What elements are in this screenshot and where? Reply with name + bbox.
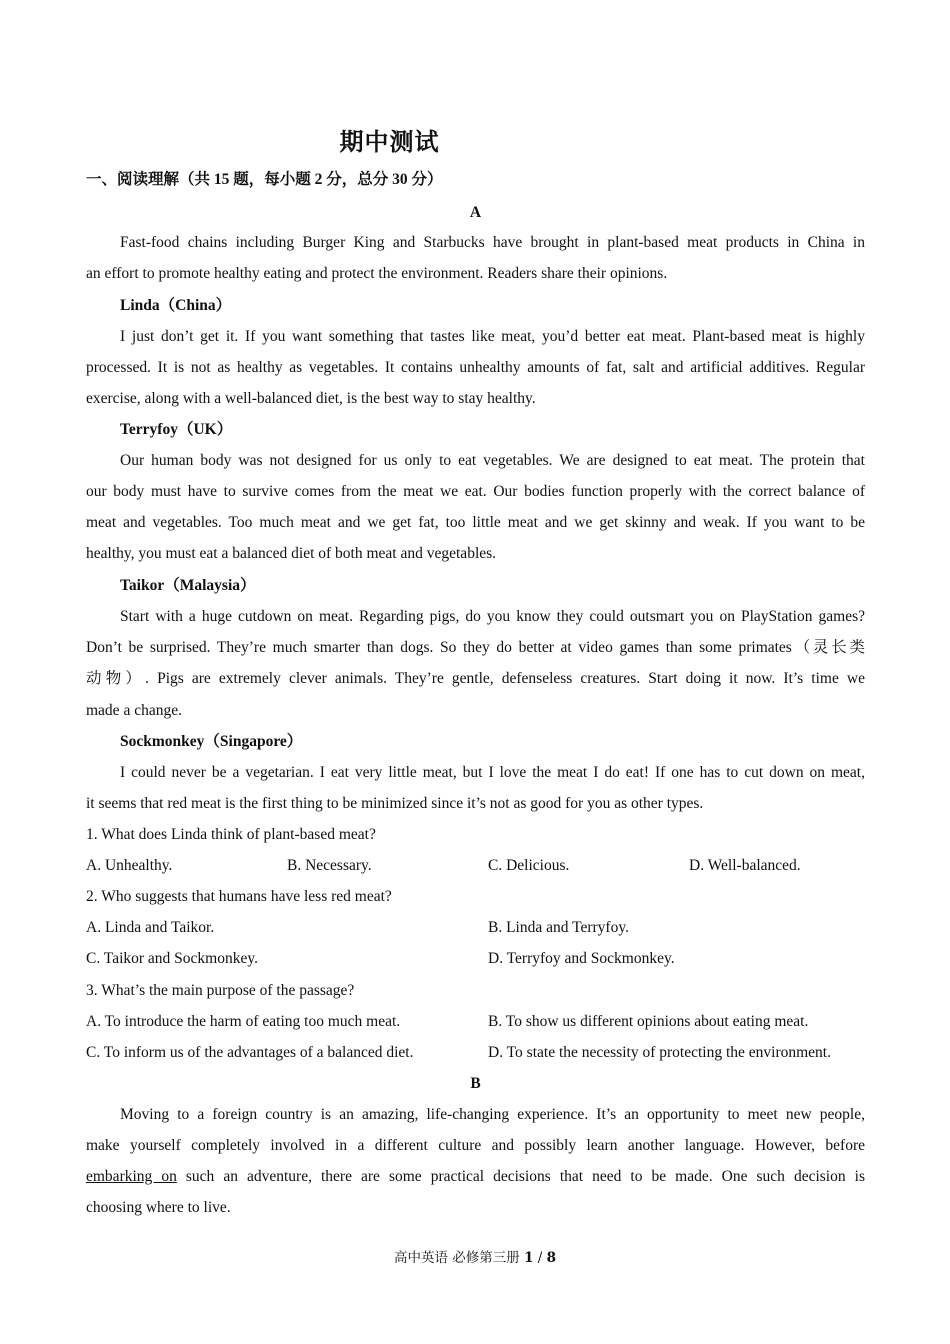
opinion-name: Sockmonkey（Singapore） — [120, 733, 303, 750]
answer-option: D. Well-balanced. — [689, 857, 801, 874]
answer-option: B. Linda and Terryfoy. — [488, 919, 629, 936]
opinion-line: meat and vegetables. Too much meat and we get fat, too little meat and we get skinny and weak. If you want to be — [86, 514, 865, 531]
answer-option: A. To introduce the harm of eating too much meat. — [86, 1013, 401, 1030]
opinion-name: Terryfoy（UK） — [120, 421, 233, 438]
answer-option: C. Delicious. — [488, 857, 570, 874]
opinion-line: exercise, along with a well-balanced diet, is the best way to stay healthy. — [86, 390, 536, 407]
passage-b-line: choosing where to live. — [86, 1199, 231, 1216]
footer-total-pages: 8 — [546, 1250, 557, 1266]
page-footer — [0, 1246, 950, 1266]
opinion-line: I could never be a vegetarian. I eat very little meat, but I love the meat I do eat! If one has to cut down on meat, — [120, 764, 865, 781]
passage-b-line-rest: such an adventure, there are some practical decisions that need to be made. One such decision is — [176, 1168, 865, 1185]
answer-option: A. Unhealthy. — [86, 857, 173, 874]
answer-option: C. Taikor and Sockmonkey. — [86, 950, 258, 967]
answer-option: D. To state the necessity of protecting the environment. — [488, 1044, 831, 1061]
passage-a-label: A — [469, 204, 482, 221]
opinion-line: processed. It is not as healthy as vegetables. It contains unhealthy amounts of fat, salt and artificial additives. Regular — [86, 359, 865, 376]
opinion-line: it seems that red meat is the first thing to be minimized since it’s not as good for you as other types. — [86, 795, 704, 812]
question-stem: 1. What does Linda think of plant-based meat? — [86, 826, 376, 843]
footer-page-number: 1 — [524, 1250, 534, 1266]
opinion-line: Start with a huge cutdown on meat. Regarding pigs, do you know they could outsmart you on PlayStation games? — [120, 608, 865, 625]
opinion-line: I just don’t get it. If you want something that tastes like meat, you’d better eat meat. Plant-based meat is highly — [120, 328, 865, 345]
answer-option: B. To show us different opinions about eating meat. — [488, 1013, 809, 1030]
opinion-line: Our human body was not designed for us only to eat vegetables. We are designed to eat meat. The protein that — [120, 452, 865, 469]
opinion-name: Taikor（Malaysia） — [120, 577, 256, 594]
footer-separator: / — [533, 1250, 547, 1266]
opinion-line: made a change. — [86, 702, 182, 719]
opinion-line: our body must have to survive comes from the meat we eat. Our bodies function properly with the correct balance of — [86, 483, 865, 500]
answer-option: A. Linda and Taikor. — [86, 919, 215, 936]
footer-text: 高中英语 必修第三册 — [393, 1250, 525, 1266]
passage-b-line: make yourself completely involved in a different culture and possibly learn another language. However, before — [86, 1137, 865, 1154]
opinion-line: healthy, you must eat a balanced diet of both meat and vegetables. — [86, 545, 497, 562]
answer-option: C. To inform us of the advantages of a balanced diet. — [86, 1044, 414, 1061]
passage-b-line: Moving to a foreign country is an amazing, life-changing experience. It’s an opportunity to meet new people, — [120, 1106, 865, 1123]
passage-a-intro-line: Fast-food chains including Burger King and Starbucks have brought in plant-based meat products in China in — [120, 234, 865, 251]
opinion-line: Don’t be surprised. They’re much smarter than dogs. So they do better at video games than some primates（灵长类 — [86, 639, 865, 656]
underlined-phrase: embarking on — [86, 1168, 177, 1185]
passage-b-line — [86, 1167, 865, 1187]
opinion-line: 动物）. Pigs are extremely clever animals. They’re gentle, defenseless creatures. Start doing it now. It’s time we — [86, 670, 865, 687]
opinion-name: Linda（China） — [120, 297, 232, 314]
passage-a-intro-line: an effort to promote healthy eating and protect the environment. Readers share their opinions. — [86, 265, 668, 282]
answer-option: B. Necessary. — [287, 857, 372, 874]
passage-b-label: B — [470, 1075, 481, 1092]
question-stem: 2. Who suggests that humans have less red meat? — [86, 888, 392, 905]
page-title: 期中测试 — [339, 127, 440, 156]
answer-option: D. Terryfoy and Sockmonkey. — [488, 950, 675, 967]
question-stem: 3. What’s the main purpose of the passage? — [86, 982, 355, 999]
section-heading: 一、阅读理解（共 15 题，每小题 2 分，总分 30 分） — [86, 171, 443, 188]
